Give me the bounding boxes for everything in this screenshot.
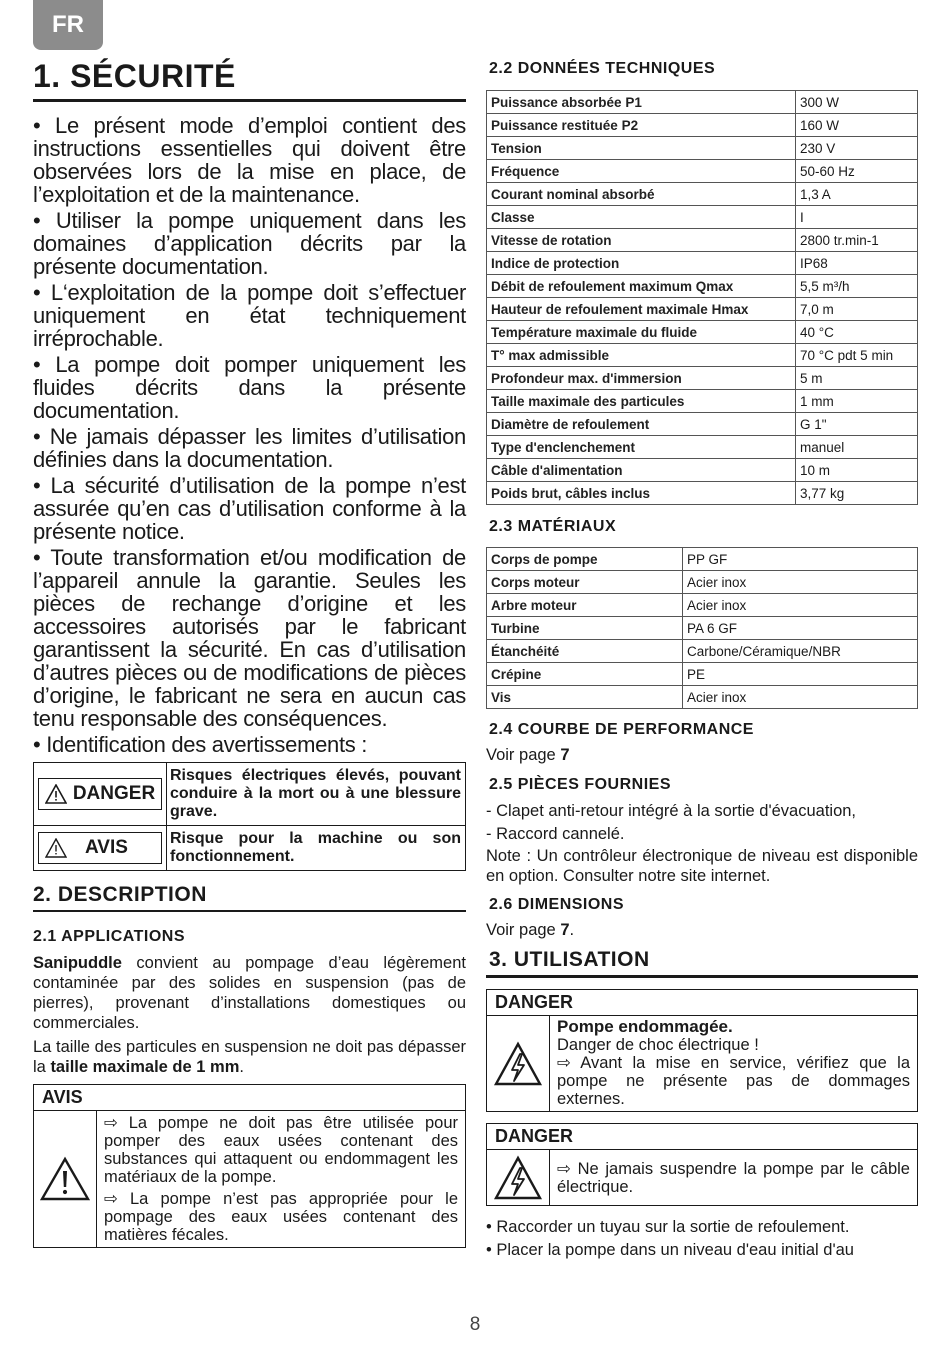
danger-box-damaged-pump: [486, 989, 918, 1112]
warning-triangle-icon: [39, 1156, 91, 1202]
tech-data-key: Débit de refoulement maximum Qmax: [487, 275, 796, 298]
usage-title: 3. UTILISATION: [486, 948, 918, 978]
material-key: Étanchéité: [487, 640, 683, 663]
tech-data-value: manuel: [796, 436, 918, 459]
performance-title: 2.4 COURBE DE PERFORMANCE: [489, 721, 754, 738]
usage-bullet: • Raccorder un tuyau sur la sortie de refoulement.: [486, 1218, 850, 1236]
safety-item: • La pompe doit pomper uniquement les fluides décrits dans la présente documentation.: [33, 352, 466, 423]
tech-data-key: Câble d'alimentation: [487, 459, 796, 482]
table-row: [487, 275, 918, 298]
material-key: Corps de pompe: [487, 548, 683, 571]
danger-box-line-2: ⇨ Avant la mise en service, vérifiez que la pompe ne présente pas de dommages externes.: [557, 1054, 910, 1108]
safety-item: • L‘exploitation de la pompe doit s’effectuer uniquement en état techniquement irréprochable.: [33, 280, 466, 351]
dimensions-title: 2.6 DIMENSIONS: [489, 896, 625, 913]
tech-data-key: Hauteur de refoulement maximale Hmax: [487, 298, 796, 321]
tech-data-key: Type d'enclenchement: [487, 436, 796, 459]
table-row: [487, 137, 918, 160]
safety-item: • Identification des avertissements :: [33, 732, 368, 757]
table-row: [487, 252, 918, 275]
danger-legend-text: Risques électriques élevés, pouvant conduire à la mort ou à une blessure grave.: [167, 763, 466, 826]
material-key: Arbre moteur: [487, 594, 683, 617]
tech-data-key: Indice de protection: [487, 252, 796, 275]
tech-data-value: G 1": [796, 413, 918, 436]
usage-bullet: • Placer la pompe dans un niveau d'eau initial d'au: [486, 1241, 854, 1259]
warning-triangle-icon: [45, 784, 67, 804]
applications-text: convient au pompage d’eau légèrement contaminée par des solides en suspension (pas de pierres), provenant d’installations domestiques ou commerciales.: [33, 954, 466, 1032]
material-value: Carbone/Céramique/NBR: [683, 640, 918, 663]
tech-data-key: Puissance restituée P2: [487, 114, 796, 137]
material-key: Crépine: [487, 663, 683, 686]
table-row: [487, 114, 918, 137]
avis-label-text: AVIS: [85, 837, 128, 858]
table-row: [487, 321, 918, 344]
left-column: [33, 58, 466, 1248]
right-column: [486, 60, 918, 1262]
danger-box-cable: [486, 1123, 918, 1206]
avis-notice-line-2: ⇨ La pompe n’est pas appropriée pour le pompage des eaux usées contenant des matières fécales.: [104, 1190, 458, 1244]
danger-label-text: DANGER: [72, 783, 156, 804]
applications-paragraph-1: [33, 953, 466, 1033]
dimensions-text: Voir page 7.: [486, 921, 575, 939]
table-row: [487, 183, 918, 206]
tech-data-key: Taille maximale des particules: [487, 390, 796, 413]
safety-item: • Le présent mode d’emploi contient des instructions essentielles qui doivent être observées lors de la mise en place, de l’exploitation et de la maintenance.: [33, 113, 466, 207]
material-value: PP GF: [683, 548, 918, 571]
table-row: [487, 206, 918, 229]
danger-box-cable-line: ⇨ Ne jamais suspendre la pompe par le câble électrique.: [557, 1159, 910, 1196]
tech-data-value: 50-60 Hz: [796, 160, 918, 183]
table-row: [487, 548, 918, 571]
materials-title: 2.3 MATÉRIAUX: [489, 518, 617, 535]
applications-title: 2.1 APPLICATIONS: [33, 928, 186, 945]
material-value: Acier inox: [683, 571, 918, 594]
legend-row-avis: [34, 826, 466, 871]
avis-notice-head: AVIS: [34, 1085, 465, 1111]
material-value: PE: [683, 663, 918, 686]
table-row: [487, 160, 918, 183]
table-row: [487, 594, 918, 617]
danger-box-head: DANGER: [487, 990, 917, 1016]
tech-data-value: 1 mm: [796, 390, 918, 413]
tech-data-key: Classe: [487, 206, 796, 229]
table-row: [487, 413, 918, 436]
tech-data-value: I: [796, 206, 918, 229]
table-row: [487, 571, 918, 594]
tech-data-key: Vitesse de rotation: [487, 229, 796, 252]
page-number: 8: [469, 1314, 481, 1335]
material-value: PA 6 GF: [683, 617, 918, 640]
danger-box-head: DANGER: [487, 1124, 917, 1150]
material-key: Vis: [487, 686, 683, 709]
supplied-note: Note : Un contrôleur électronique de niveau est disponible en option. Consulter notre site internet.: [486, 847, 918, 885]
performance-text: Voir page 7: [486, 746, 570, 764]
performance-page-link[interactable]: 7: [560, 746, 570, 764]
safety-list: [33, 114, 466, 756]
tech-data-value: 70 °C pdt 5 min: [796, 344, 918, 367]
electric-shock-icon: [493, 1041, 543, 1087]
particle-size-bold: taille maximale de 1 mm: [50, 1058, 240, 1076]
table-row: [487, 91, 918, 114]
description-title: 2. DESCRIPTION: [33, 883, 466, 912]
table-row: [487, 229, 918, 252]
table-row: [487, 459, 918, 482]
danger-label: [38, 778, 162, 810]
tech-data-table: [486, 90, 918, 505]
tech-data-value: 230 V: [796, 137, 918, 160]
tech-data-key: Diamètre de refoulement: [487, 413, 796, 436]
table-row: [487, 686, 918, 709]
avis-label: [38, 832, 162, 864]
tech-data-key: T° max admissible: [487, 344, 796, 367]
electric-shock-icon: [493, 1155, 543, 1201]
tech-data-value: 300 W: [796, 91, 918, 114]
danger-box-line-1: Danger de choc électrique !: [557, 1036, 759, 1054]
tech-data-value: 10 m: [796, 459, 918, 482]
material-value: Acier inox: [683, 686, 918, 709]
supplied-line-1: - Clapet anti-retour intégré à la sortie d'évacuation,: [486, 802, 857, 820]
product-brand-name: Sanipuddle: [33, 954, 122, 972]
applications-paragraph-2: La taille des particules en suspension ne doit pas dépasser la taille maximale de 1 mm.: [33, 1038, 466, 1076]
tech-data-key: Poids brut, câbles inclus: [487, 482, 796, 505]
dimensions-page-link[interactable]: 7: [560, 921, 570, 939]
language-tab: FR: [33, 0, 103, 50]
avis-notice-line-1: ⇨ La pompe ne doit pas être utilisée pour pomper des eaux usées contenant des substances qui attaquent ou endommagent les matériaux de la pompe.: [104, 1114, 458, 1186]
tech-data-value: 5,5 m³/h: [796, 275, 918, 298]
table-row: [487, 482, 918, 505]
table-row: [487, 640, 918, 663]
table-row: [487, 390, 918, 413]
avis-legend-text: Risque pour la machine ou son fonctionnement.: [167, 826, 466, 871]
table-row: [487, 436, 918, 459]
material-key: Corps moteur: [487, 571, 683, 594]
tech-data-key: Fréquence: [487, 160, 796, 183]
safety-item: • Ne jamais dépasser les limites d’utilisation définies dans la documentation.: [33, 424, 466, 472]
tech-data-value: IP68: [796, 252, 918, 275]
material-key: Turbine: [487, 617, 683, 640]
materials-table: [486, 547, 918, 709]
tech-data-key: Puissance absorbée P1: [487, 91, 796, 114]
table-row: [487, 344, 918, 367]
tech-data-value: 3,77 kg: [796, 482, 918, 505]
tech-data-value: 1,3 A: [796, 183, 918, 206]
tech-data-value: 2800 tr.min-1: [796, 229, 918, 252]
usage-bullets: [486, 1216, 918, 1262]
tech-data-value: 5 m: [796, 367, 918, 390]
tech-data-key: Profondeur max. d'immersion: [487, 367, 796, 390]
warning-legend-table: [33, 762, 466, 871]
tech-data-value: 160 W: [796, 114, 918, 137]
table-row: [487, 367, 918, 390]
tech-data-value: 40 °C: [796, 321, 918, 344]
table-row: [487, 663, 918, 686]
particle-size-text: La taille des particules en suspension ne doit pas dépasser la: [33, 1038, 466, 1076]
tech-data-key: Température maximale du fluide: [487, 321, 796, 344]
supplied-parts-title: 2.5 PIÈCES FOURNIES: [489, 776, 671, 793]
security-title: 1. SÉCURITÉ: [33, 58, 466, 102]
tech-data-key: Courant nominal absorbé: [487, 183, 796, 206]
tech-data-value: 7,0 m: [796, 298, 918, 321]
danger-box-bold: Pompe endommagée.: [557, 1017, 733, 1036]
material-value: Acier inox: [683, 594, 918, 617]
supplied-line-2: - Raccord cannelé.: [486, 825, 625, 843]
avis-notice-box: [33, 1084, 466, 1248]
tech-data-title: 2.2 DONNÉES TECHNIQUES: [489, 60, 716, 77]
safety-item: • Utiliser la pompe uniquement dans les domaines d’application décrits par la présente documentation.: [33, 208, 466, 279]
table-row: [487, 298, 918, 321]
safety-item: • La sécurité d’utilisation de la pompe n’est assurée qu’en cas d’utilisation conforme à la présente notice.: [33, 473, 466, 544]
table-row: [487, 617, 918, 640]
safety-item: • Toute transformation et/ou modification de l’appareil annule la garantie. Seules les pièces de rechange d’origine et les accessoires autorisés par le fabricant garantissent la sécurité. En cas d’utilisation d’autres pièces ou de modifications de pièces d’origine, le fabricant ne sera en aucun cas tenu responsable des conséquences.: [33, 545, 466, 731]
legend-row-danger: [34, 763, 466, 826]
tech-data-key: Tension: [487, 137, 796, 160]
warning-triangle-icon: [45, 838, 67, 858]
